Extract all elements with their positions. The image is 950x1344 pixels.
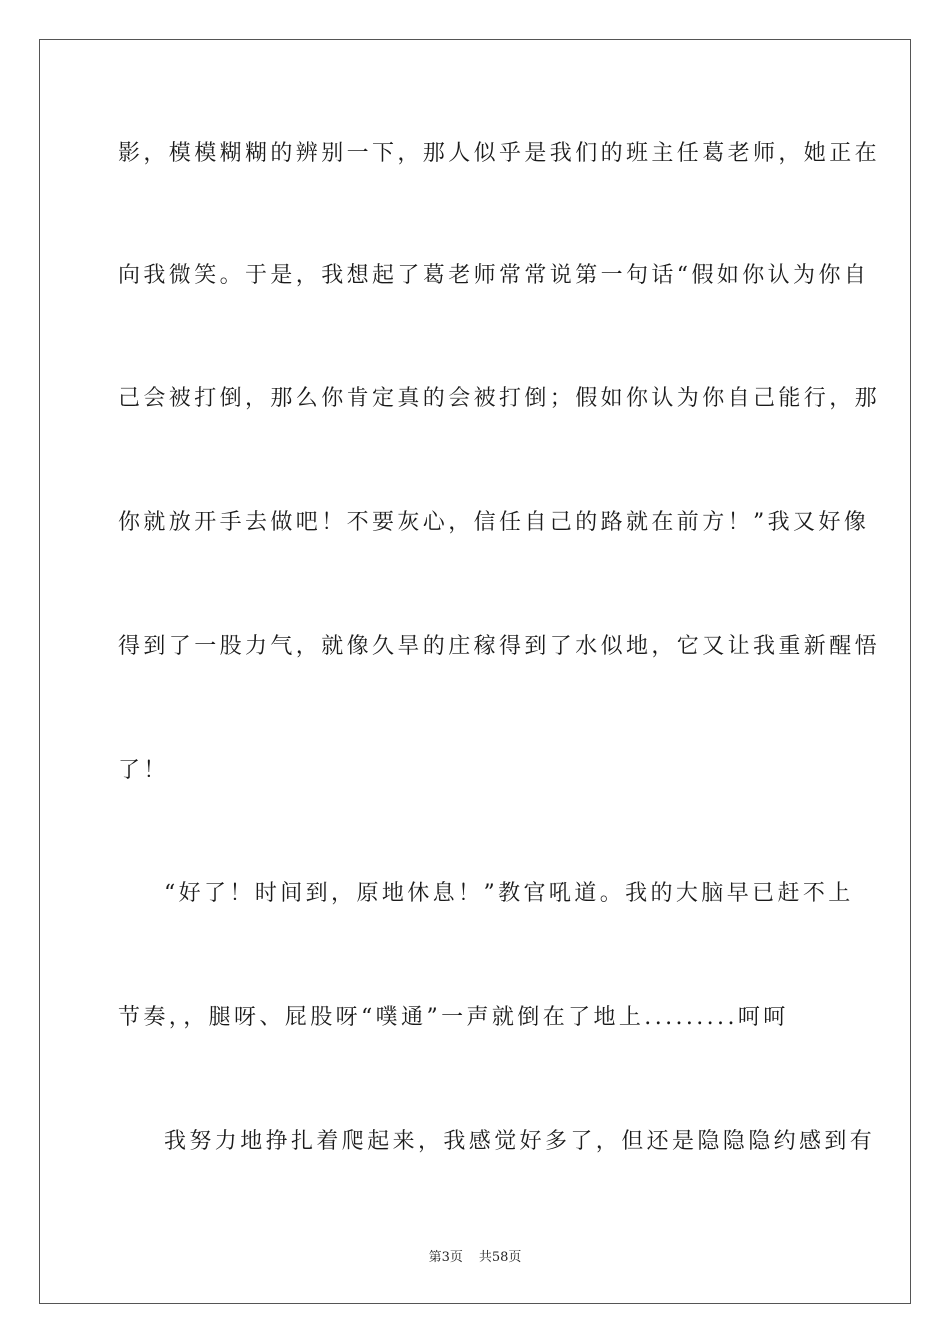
page-border bbox=[39, 39, 911, 1304]
text-line: 了！ bbox=[118, 758, 169, 783]
text-line: 向我微笑。于是，我想起了葛老师常常说第一句话“假如你认为你自 bbox=[118, 263, 870, 288]
paragraph-start-line: “好了！时间到，原地休息！”教官吼道。我的大脑早已赶不上 bbox=[164, 881, 854, 906]
text-line: 节奏，，腿呀、屁股呀“噗通”一声就倒在了地上.........呵呵 bbox=[118, 1005, 789, 1030]
page-total: 共58页 bbox=[478, 1250, 522, 1265]
paragraph-start-line: 我努力地挣扎着爬起来，我感觉好多了，但还是隐隐隐约感到有 bbox=[164, 1129, 876, 1154]
page-footer bbox=[0, 1246, 950, 1265]
page-number: 第3页 bbox=[428, 1250, 463, 1265]
text-line: 己会被打倒，那么你肯定真的会被打倒；假如你认为你自己能行，那 bbox=[118, 386, 881, 411]
text-line: 得到了一股力气，就像久旱的庄稼得到了水似地，它又让我重新醒悟 bbox=[118, 634, 881, 659]
text-line: 你就放开手去做吧！不要灰心，信任自己的路就在前方！”我又好像 bbox=[118, 510, 870, 535]
text-line: 影，模模糊糊的辨别一下，那人似乎是我们的班主任葛老师，她正在 bbox=[118, 141, 881, 166]
